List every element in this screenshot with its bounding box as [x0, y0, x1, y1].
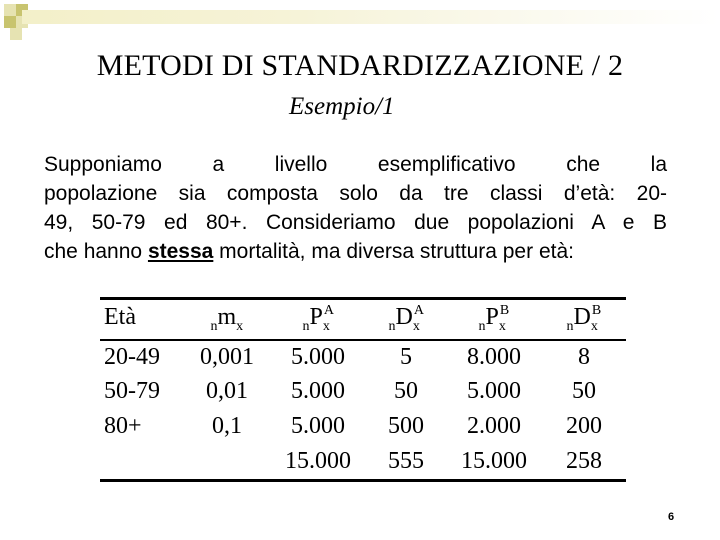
table-cell: 0,001 — [200, 344, 254, 370]
table-cell: 5.000 — [467, 378, 521, 404]
table-cell: 5 — [400, 344, 412, 370]
header-sup-text: A — [413, 303, 424, 318]
header-main-text: P — [309, 304, 323, 330]
table-cell: 258 — [566, 448, 602, 474]
header-sub-text: x — [590, 319, 598, 334]
table-header-cell — [567, 303, 602, 335]
table-cell: 2.000 — [467, 413, 521, 439]
table-bottom-rule — [100, 479, 626, 482]
header-sup-text: B — [499, 303, 510, 318]
table-header-cell — [303, 303, 334, 335]
paragraph-line — [44, 237, 667, 266]
table-cell: 5.000 — [291, 413, 345, 439]
slide-subtitle: Esempio/1 — [289, 93, 395, 120]
decor-square — [10, 28, 22, 40]
header-sub-text: x — [412, 319, 420, 334]
header-main-text: P — [485, 304, 499, 330]
header-pre-text: n — [388, 319, 396, 334]
decor-square — [4, 4, 16, 16]
table-cell: 5.000 — [291, 344, 345, 370]
paragraph-text: 49, 50-79 ed 80+. Consideriamo due popolazioni A e B — [44, 211, 667, 234]
table-cell: 200 — [566, 413, 602, 439]
decor-gradient-bar — [22, 10, 720, 24]
table-header-cell — [104, 303, 136, 331]
table-header-cell — [389, 303, 424, 335]
slide-title: METODI DI STANDARDIZZAZIONE / 2 — [96, 49, 624, 82]
decor-square — [4, 16, 16, 28]
header-main-text: D — [573, 304, 591, 330]
header-pre-text: n — [478, 319, 486, 334]
header-pre-text: n — [302, 319, 310, 334]
table-cell: 15.000 — [461, 448, 527, 474]
paragraph-text: popolazione sia composta solo da tre classi d’età: 20- — [44, 182, 667, 205]
header-sup-text: A — [323, 303, 334, 318]
age-class-cell: 20-49 — [104, 344, 160, 370]
emphasized-word: stessa — [147, 240, 214, 263]
table-cell: 15.000 — [285, 448, 351, 474]
paragraph-line — [44, 179, 667, 208]
header-sub-text: x — [322, 319, 330, 334]
paragraph-text: mortalità, ma diversa struttura per età: — [213, 240, 574, 263]
page-number: 6 — [668, 511, 675, 523]
table-top-rule — [100, 297, 626, 300]
table-header-cell — [479, 303, 510, 335]
table-cell: 8 — [578, 344, 590, 370]
header-main-text: m — [217, 304, 237, 330]
table-cell: 8.000 — [467, 344, 521, 370]
table-cell: 50 — [394, 378, 418, 404]
paragraph-text: Supponiamo a livello esemplificativo che la — [44, 153, 667, 176]
header-pre-text: n — [210, 319, 218, 334]
data-table — [100, 297, 626, 482]
table-cell: 500 — [388, 413, 424, 439]
table-cell: 0,01 — [206, 378, 248, 404]
age-class-cell: 80+ — [104, 413, 142, 439]
body-paragraph — [44, 150, 667, 266]
header-sub-text: x — [236, 319, 244, 334]
table-cell: 5.000 — [291, 378, 345, 404]
table-header-cell — [211, 303, 244, 335]
header-sup-text: B — [591, 303, 602, 318]
header-sub-text: x — [498, 319, 506, 334]
table-header-rule — [100, 339, 626, 341]
age-class-cell: 50-79 — [104, 378, 160, 404]
paragraph-text: che hanno — [44, 240, 148, 263]
table-cell: 50 — [572, 378, 596, 404]
table-cell: 555 — [388, 448, 424, 474]
header-main-text: Età — [104, 304, 136, 330]
header-pre-text: n — [566, 319, 574, 334]
table-cell: 0,1 — [212, 413, 242, 439]
header-main-text: D — [395, 304, 413, 330]
paragraph-line — [44, 150, 667, 179]
paragraph-line — [44, 208, 667, 237]
